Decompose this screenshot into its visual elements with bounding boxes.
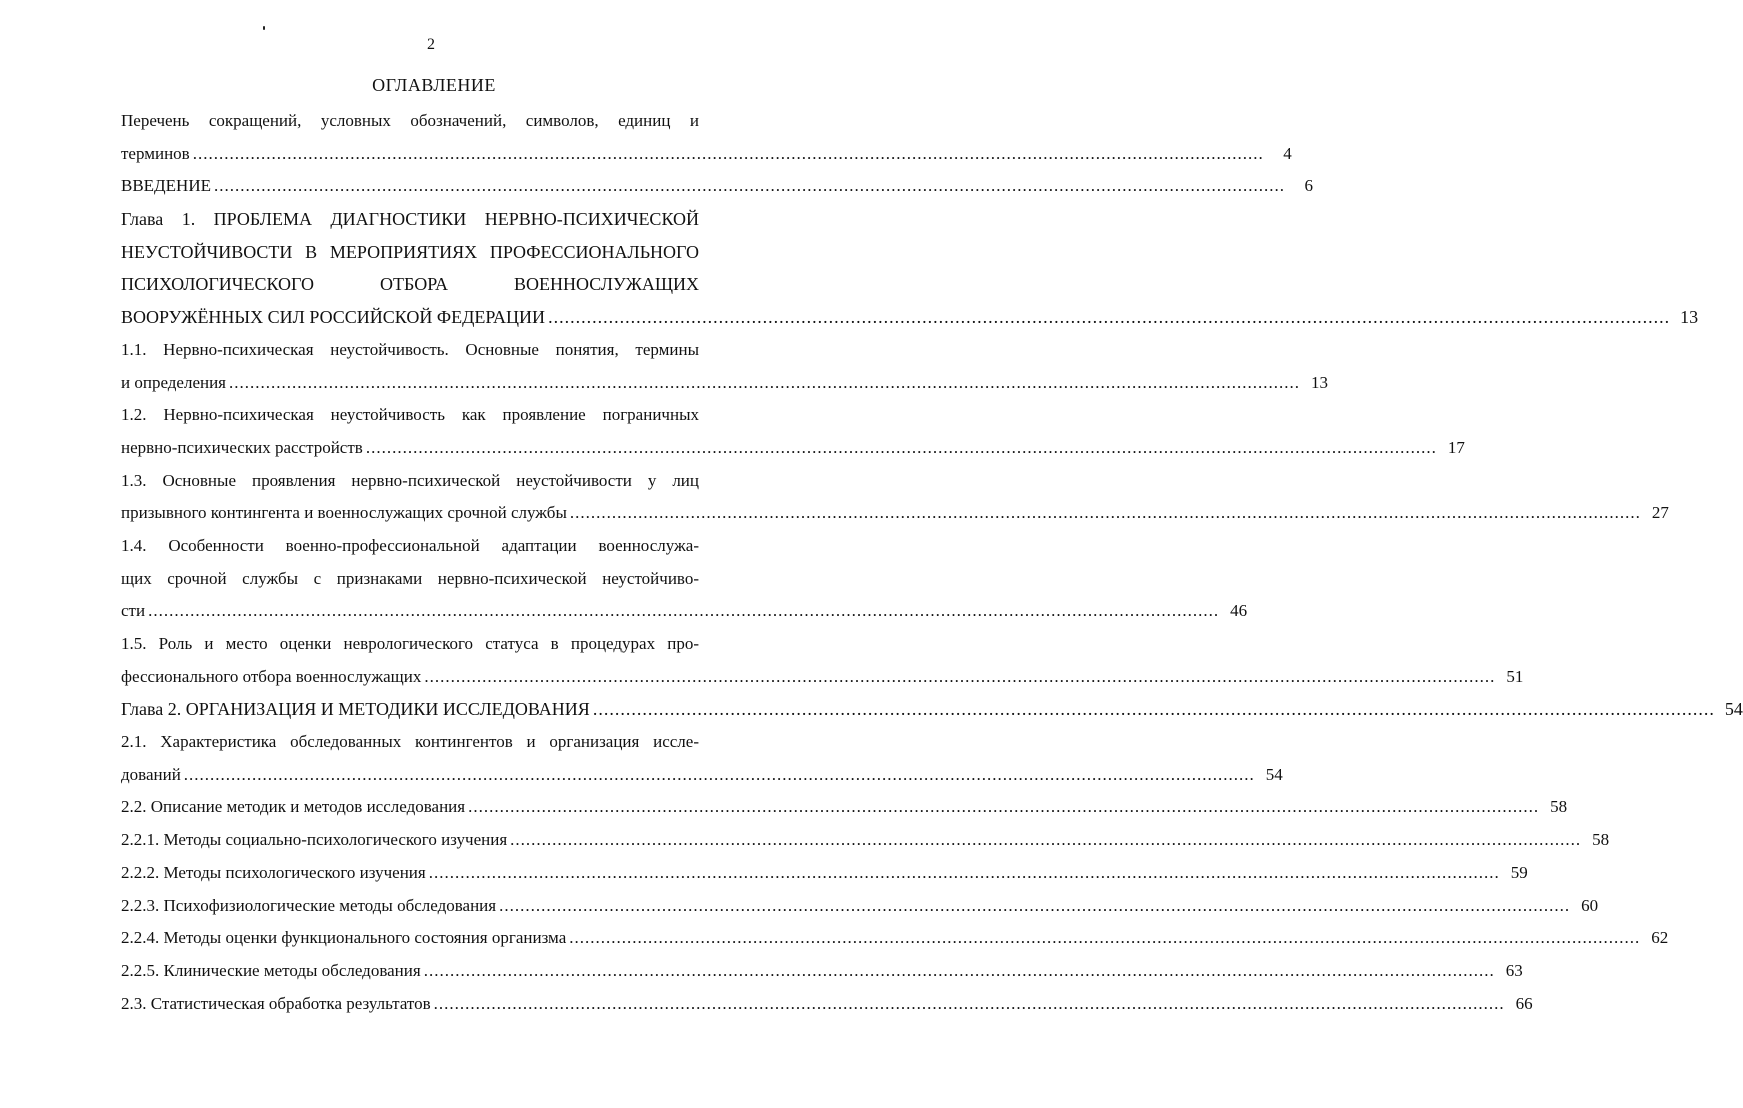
- toc-entry-last-line: [121, 791, 1568, 824]
- toc-entry-last-line: [121, 759, 1283, 792]
- dot-leader: ............................................................................................................................................................................................................: [569, 503, 1641, 523]
- toc-entry-text: 2.2.2. Методы психологического изучения: [121, 862, 426, 882]
- toc-page-number: 51: [1506, 666, 1524, 686]
- toc-entry-text: нервно-психических расстройств: [121, 437, 363, 457]
- toc-entry-line: [121, 563, 699, 596]
- toc-entry-text: 2.2.5. Клинические методы обследования: [121, 960, 421, 980]
- toc-entry-text: 1.1. Нервно-психическая неустойчивость. Основные понятия, термины: [121, 339, 699, 359]
- toc-entry-last-line: [121, 890, 1599, 923]
- toc-entry-text: 2.2.1. Методы социально-психологического изучения: [121, 830, 508, 850]
- toc-page-number: 27: [1651, 503, 1669, 523]
- toc-entry: [121, 824, 1610, 857]
- toc-entry: [121, 955, 1523, 988]
- toc-entry-text: Перечень сокращений, условных обозначений, символов, единиц и: [121, 111, 699, 130]
- toc-page-number: 13: [1680, 307, 1699, 328]
- dot-leader: ............................................................................................................................................................................................................: [365, 437, 1437, 457]
- toc-entry-text: ВООРУЖЁННЫХ СИЛ РОССИЙСКОЙ ФЕДЕРАЦИИ: [121, 307, 546, 328]
- toc-entry-line: [121, 465, 699, 498]
- dot-leader: ............................................................................................................................................................................................................: [499, 895, 1571, 915]
- toc-entry-last-line: [121, 367, 1329, 400]
- dot-leader: ............................................................................................................................................................................................................: [183, 764, 1255, 784]
- toc-entry-last-line: [121, 595, 1248, 628]
- toc-entry-line: [121, 334, 699, 367]
- dot-leader: ............................................................................................................................................................................................................: [428, 862, 1500, 882]
- table-of-contents: [121, 105, 1743, 1020]
- toc-entry-last-line: [121, 661, 1524, 694]
- toc-entry-line: [121, 105, 699, 138]
- toc-entry-last-line: [121, 857, 1528, 890]
- toc-entry-last-line: [121, 432, 1465, 465]
- toc-page-number: 58: [1550, 797, 1568, 817]
- toc-entry-last-line: [121, 955, 1523, 988]
- toc-entry-text: и определения: [121, 372, 227, 392]
- toc-entry-text: 2.2.3. Психофизиологические методы обследования: [121, 895, 497, 915]
- toc-entry-text: 2.1. Характеристика обследованных контингентов и организация иссле-: [121, 732, 699, 752]
- toc-page-number: 66: [1515, 993, 1533, 1013]
- scan-speck: [263, 26, 265, 30]
- dot-leader: ............................................................................................................................................................................................................: [592, 699, 1715, 720]
- toc-entry-text: 1.5. Роль и место оценки неврологического статуса в процедурах про-: [121, 634, 699, 653]
- toc-entry-last-line: [121, 988, 1533, 1021]
- dot-leader: ............................................................................................................................................................................................................: [433, 993, 1505, 1013]
- toc-entry-text: 2.3. Статистическая обработка результатов: [121, 993, 431, 1013]
- toc-entry: [121, 628, 1524, 693]
- toc-page-number: 59: [1510, 862, 1528, 882]
- toc-page-number: 62: [1651, 928, 1669, 948]
- toc-entry-last-line: [121, 922, 1669, 955]
- toc-page-number: 13: [1311, 372, 1329, 392]
- toc-entry-text: дований: [121, 764, 181, 784]
- toc-entry-text: Глава 2. ОРГАНИЗАЦИЯ И МЕТОДИКИ ИССЛЕДОВАНИЯ: [121, 699, 590, 720]
- toc-entry-last-line: [121, 138, 1292, 171]
- toc-page-number: 60: [1581, 895, 1599, 915]
- toc-entry-last-line: [121, 301, 1699, 334]
- toc-entry-last-line: [121, 170, 1313, 203]
- dot-leader: ............................................................................................................................................................................................................: [192, 143, 1264, 163]
- toc-entry-text: НЕУСТОЙЧИВОСТИ В МЕРОПРИЯТИЯХ ПРОФЕССИОНАЛЬНОГО: [121, 241, 699, 262]
- toc-entry-text: Глава 1. ПРОБЛЕМА ДИАГНОСТИКИ НЕРВНО-ПСИХИЧЕСКОЙ: [121, 209, 699, 230]
- dot-leader: ............................................................................................................................................................................................................: [229, 372, 1301, 392]
- toc-page-number: 63: [1505, 960, 1523, 980]
- toc-entry-text: ВВЕДЕНИЕ: [121, 176, 211, 196]
- toc-entry-text: сти: [121, 601, 146, 621]
- toc-entry-line: [121, 628, 699, 661]
- toc-entry-last-line: [121, 693, 1743, 726]
- toc-entry-text: фессионального отбора военнослужащих: [121, 666, 422, 686]
- toc-entry-text: 1.3. Основные проявления нервно-психической неустойчивости у лиц: [121, 470, 699, 490]
- toc-entry: [121, 726, 1283, 791]
- dot-leader: ............................................................................................................................................................................................................: [569, 928, 1641, 948]
- dot-leader: ............................................................................................................................................................................................................: [423, 960, 1495, 980]
- toc-entry: [121, 530, 1248, 628]
- toc-entry: [121, 170, 1313, 203]
- toc-page-number: 58: [1592, 830, 1610, 850]
- toc-page-number: 6: [1304, 176, 1313, 196]
- toc-entry-line: [121, 399, 699, 432]
- toc-entry-text: 1.2. Нервно-психическая неустойчивость как проявление пограничных: [121, 405, 699, 425]
- toc-page-number: 4: [1283, 143, 1292, 163]
- toc-entry: [121, 399, 1465, 464]
- toc-entry-text: щих срочной службы с признаками нервно-психической неустойчиво-: [121, 568, 699, 588]
- toc-page-number: 54: [1265, 764, 1283, 784]
- toc-entry-line: [121, 268, 699, 301]
- toc-page-number: 17: [1447, 437, 1465, 457]
- page-number: 2: [427, 36, 435, 53]
- toc-entry: [121, 890, 1599, 923]
- dot-leader: ............................................................................................................................................................................................................: [548, 307, 1671, 328]
- toc-entry-line: [121, 530, 699, 563]
- toc-entry-text: 2.2. Описание методик и методов исследования: [121, 797, 466, 817]
- toc-entry-last-line: [121, 824, 1610, 857]
- toc-entry-line: [121, 726, 699, 759]
- dot-leader: ............................................................................................................................................................................................................: [468, 797, 1540, 817]
- toc-entry-text: ПСИХОЛОГИЧЕСКОГО ОТБОРА ВОЕННОСЛУЖАЩИХ: [121, 274, 699, 295]
- toc-title: ОГЛАВЛЕНИЕ: [372, 75, 496, 95]
- toc-entry-text: 1.4. Особенности военно-профессиональной адаптации военнослужа-: [121, 535, 699, 555]
- toc-entry: [121, 791, 1568, 824]
- toc-entry: [121, 105, 1292, 170]
- toc-entry-line: [121, 203, 699, 236]
- toc-entry: [121, 857, 1528, 890]
- toc-entry: [121, 922, 1669, 955]
- dot-leader: ............................................................................................................................................................................................................: [510, 830, 1582, 850]
- toc-entry-last-line: [121, 497, 1669, 530]
- toc-page-number: 54: [1724, 699, 1743, 720]
- toc-entry-line: [121, 236, 699, 269]
- toc-entry: [121, 693, 1743, 726]
- toc-entry-text: призывного контингента и военнослужащих срочной службы: [121, 503, 567, 523]
- toc-entry: [121, 334, 1329, 399]
- toc-page-number: 46: [1230, 601, 1248, 621]
- dot-leader: ............................................................................................................................................................................................................: [148, 601, 1220, 621]
- toc-entry-text: 2.2.4. Методы оценки функционального состояния организма: [121, 928, 567, 948]
- dot-leader: ............................................................................................................................................................................................................: [213, 176, 1285, 196]
- toc-entry: [121, 988, 1533, 1021]
- toc-entry-text: терминов: [121, 143, 190, 163]
- toc-entry: [121, 465, 1669, 530]
- toc-entry: [121, 203, 1699, 334]
- dot-leader: ............................................................................................................................................................................................................: [424, 666, 1496, 686]
